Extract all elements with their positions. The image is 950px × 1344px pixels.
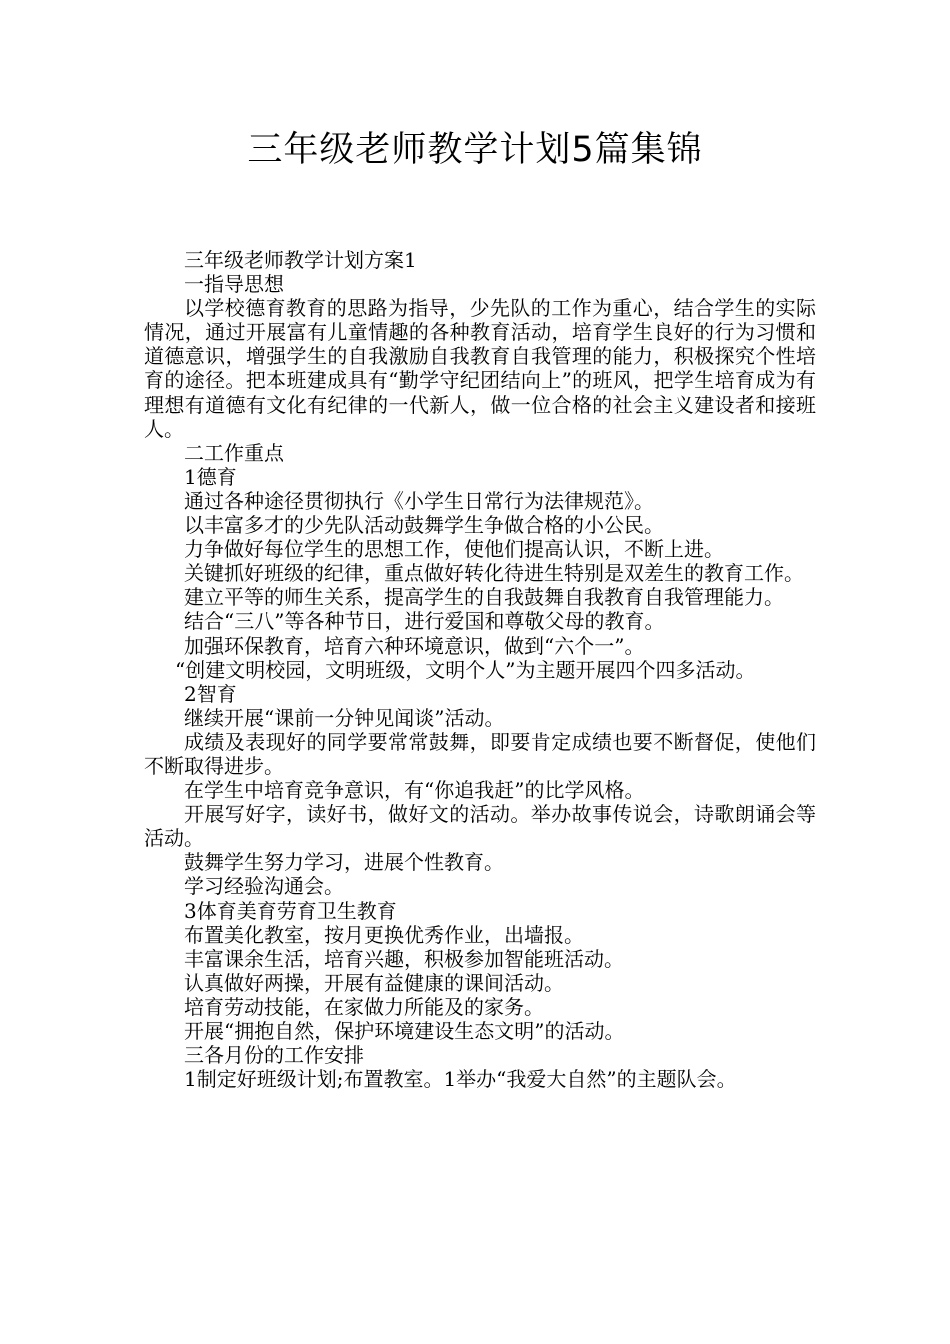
section-heading-guiding-idea: 一指导思想 xyxy=(184,272,284,297)
list-item: “创建文明校园，文明班级，文明个人”为主题开展四个四多活动。 xyxy=(175,657,756,682)
list-item: 在学生中培育竞争意识，有“你追我赶”的比学风格。 xyxy=(184,778,645,803)
list-item: 鼓舞学生努力学习，进展个性教育。 xyxy=(184,850,504,875)
list-item: 认真做好两操，开展有益健康的课间活动。 xyxy=(184,970,564,995)
section-heading-monthly-schedule: 三各月份的工作安排 xyxy=(184,1043,364,1068)
list-item: 加强环保教育，培育六种环境意识，做到“六个一”。 xyxy=(184,633,645,658)
section-heading-work-focus: 二工作重点 xyxy=(184,440,284,465)
list-item: 培育劳动技能，在家做力所能及的家务。 xyxy=(184,994,544,1019)
list-item: 建立平等的师生关系，提高学生的自我鼓舞自我教育自我管理能力。 xyxy=(184,585,784,610)
subheading-intellectual-education: 2智育 xyxy=(184,681,237,706)
list-item: 丰富课余生活，培育兴趣，积极参加智能班活动。 xyxy=(184,946,624,971)
list-item: 继续开展“课前一分钟见闻谈”活动。 xyxy=(184,705,505,730)
subheading-pe-arts-labor-health: 3体育美育劳育卫生教育 xyxy=(184,898,397,923)
list-item: 开展“拥抱自然，保护环境建设生态文明”的活动。 xyxy=(184,1019,625,1043)
list-item: 通过各种途径贯彻执行《小学生日常行为法律规范》。 xyxy=(184,488,654,513)
section-heading-plan-1: 三年级老师教学计划方案1 xyxy=(184,248,417,272)
list-item: 成绩及表现好的同学要常常鼓舞，即要肯定成绩也要不断督促，使他们不断取得进步。 xyxy=(144,729,816,778)
list-item: 结合“三八”等各种节日，进行爱国和尊敬父母的教育。 xyxy=(184,609,665,634)
document-title: 三年级老师教学计划5篇集锦 xyxy=(247,130,703,170)
list-item: 开展写好字，读好书，做好文的活动。举办故事传说会，诗歌朗诵会等活动。 xyxy=(144,802,816,851)
list-item: 学习经验沟通会。 xyxy=(184,874,344,899)
list-item: 以丰富多才的少先队活动鼓舞学生争做合格的小公民。 xyxy=(184,513,664,538)
list-item: 力争做好每位学生的思想工作，使他们提高认识，不断上进。 xyxy=(184,537,724,562)
list-item: 1制定好班级计划;布置教室。1举办“我爱大自然”的主题队会。 xyxy=(184,1067,737,1092)
list-item: 布置美化教室，按月更换优秀作业，出墙报。 xyxy=(184,922,584,947)
subheading-moral-education: 1德育 xyxy=(184,464,237,489)
list-item: 关键抓好班级的纪律，重点做好转化待进生特别是双差生的教育工作。 xyxy=(184,561,804,586)
paragraph-guiding-idea: 以学校德育教育的思路为指导，少先队的工作为重心，结合学生的实际情况，通过开展富有儿童情趣的各种教育活动，培育学生良好的行为习惯和道德意识，增强学生的自我激励自我教育自我管理的能力，积极探究个性培育的途径。把本班建成具有“勤学守纪团结向上”的班风，把学生培育成为有理想有道德有文化有纪律的一代新人，做一位合格的社会主义建设者和接班人。 xyxy=(144,296,816,441)
document-body xyxy=(144,248,816,1091)
